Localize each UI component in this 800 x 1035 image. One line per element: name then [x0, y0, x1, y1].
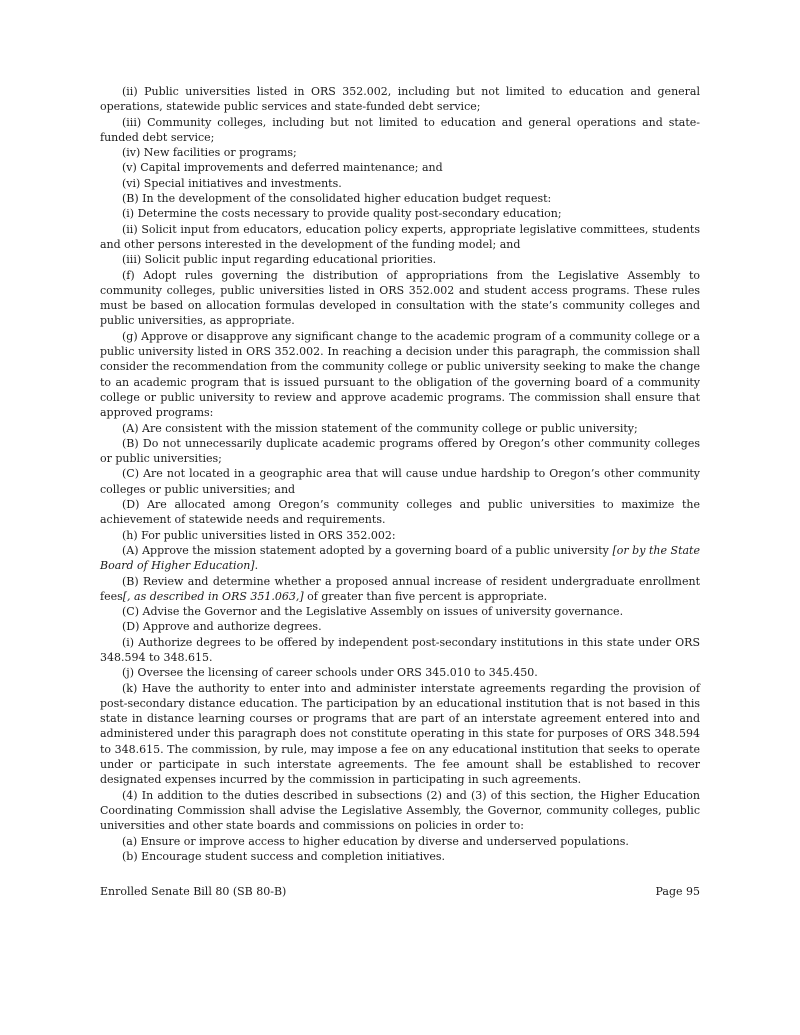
text-run: (b) Encourage student success and completion initiatives. [122, 849, 446, 863]
paragraph [100, 145, 700, 160]
text-run: (vi) Special initiatives and investments. [122, 176, 342, 190]
text-run: (A) Are consistent with the mission statement of the community college or public university; [122, 421, 638, 435]
text-run: (iv) New facilities or programs; [122, 146, 297, 160]
text-run: (v) Capital improvements and deferred maintenance; and [122, 161, 443, 175]
text-run: (A) Approve the mission statement adopted by a governing board of a public university [122, 543, 613, 557]
amended-text-italic: [or by the State Board of Higher Education] [100, 543, 700, 573]
paragraph [100, 191, 700, 206]
text-run: (4) In addition to the duties described in subsections (2) and (3) of this section, the Higher Education Coordinating Commission shall advise the Legislative Assembly, the Governor, community colleges, public universities and other state boards and commissions on policies in order to: [100, 788, 700, 833]
text-run: (B) Do not unnecessarily duplicate academic programs offered by Oregon’s other community colleges or public universities; [100, 436, 700, 466]
text-run: (D) Are allocated among Oregon’s community colleges and public universities to maximize the achievement of statewide needs and requirements. [100, 498, 700, 527]
paragraph [100, 466, 700, 497]
text-run: (C) Are not located in a geographic area that will cause undue hardship to Oregon’s other community colleges or public universities; and [100, 467, 700, 496]
text-run: . [254, 559, 259, 573]
paragraph [100, 268, 700, 329]
text-run: (k) Have the authority to enter into and administer interstate agreements regarding the provision of post-secondary distance education. The participation by an educational institution that is not based in this state in distance learning courses or programs that are part of an interstate agreement entered into and administered under this paragraph does not constitute operating in this state for purposes of ORS 348.594 to 348.615. The commission, by rule, may impose a fee on any educational institution that seeks to operate under or participate in such interstate agreements. The fee amount shall be established to recover designated expenses incurred by the commission in participating in such agreements. [100, 681, 700, 787]
paragraph [100, 421, 700, 436]
text-run: (a) Ensure or improve access to higher education by diverse and underserved populations. [122, 834, 629, 848]
text-run: (i) Authorize degrees to be offered by independent post-secondary institutions in this state under ORS 348.594 to 348.615. [100, 635, 700, 664]
footer-bill-title: Enrolled Senate Bill 80 (SB 80-B) [100, 885, 287, 899]
paragraph [100, 252, 700, 267]
footer-page-number: Page 95 [655, 885, 700, 899]
paragraph [100, 834, 700, 849]
text-run: (i) Determine the costs necessary to provide quality post-secondary education; [122, 207, 562, 221]
paragraph [100, 206, 700, 221]
bill-text-body [100, 84, 700, 864]
text-run: (ii) Solicit input from educators, education policy experts, appropriate legislative committees, students and other persons interested in the development of the funding model; and [100, 222, 700, 251]
text-run: (iii) Community colleges, including but not limited to education and general operations and state-funded debt service; [100, 115, 700, 144]
paragraph [100, 681, 700, 788]
text-run: (B) Review and determine whether a proposed annual increase of resident undergraduate enrollment fees [100, 574, 700, 603]
paragraph [100, 574, 700, 605]
paragraph [100, 619, 700, 634]
paragraph [100, 160, 700, 175]
text-run: (f) Adopt rules governing the distribution of appropriations from the Legislative Assembly to community colleges, public universities listed in ORS 352.002 and student access programs. These rules must be based on allocation formulas developed in consultation with the state’s community colleges and public universities, as appropriate. [100, 268, 700, 328]
paragraph [100, 436, 700, 467]
paragraph [100, 222, 700, 253]
paragraph [100, 665, 700, 680]
paragraph [100, 115, 700, 146]
paragraph [100, 84, 700, 115]
text-run: (j) Oversee the licensing of career schools under ORS 345.010 to 345.450. [122, 666, 538, 680]
text-run: (iii) Solicit public input regarding educational priorities. [122, 253, 437, 267]
amended-text-italic: [, as described in ORS 351.063,] [122, 589, 304, 603]
text-run: (D) Approve and authorize degrees. [122, 620, 322, 634]
text-run: (g) Approve or disapprove any significant change to the academic program of a community college or a public university listed in ORS 352.002. In reaching a decision under this paragraph, the commission shall consider the recommendation from the community college or public university seeking to make the change to an academic program that is issued pursuant to the obligation of the governing board of a community college or public university to review and approve academic programs. The commission shall ensure that approved programs: [100, 329, 700, 420]
text-run: of greater than five percent is appropriate. [303, 589, 548, 603]
paragraph [100, 635, 700, 666]
paragraph [100, 497, 700, 528]
text-run: (h) For public universities listed in ORS 352.002: [122, 528, 396, 542]
paragraph [100, 528, 700, 543]
paragraph [100, 543, 700, 574]
page-footer [100, 884, 700, 899]
paragraph [100, 604, 700, 619]
paragraph [100, 788, 700, 834]
paragraph [100, 329, 700, 421]
text-run: (C) Advise the Governor and the Legislative Assembly on issues of university governance. [122, 605, 624, 619]
text-run: (B) In the development of the consolidated higher education budget request: [122, 192, 552, 206]
paragraph [100, 849, 700, 864]
text-run: (ii) Public universities listed in ORS 352.002, including but not limited to education and general operations, statewide public services and state-funded debt service; [100, 85, 700, 114]
paragraph [100, 176, 700, 191]
